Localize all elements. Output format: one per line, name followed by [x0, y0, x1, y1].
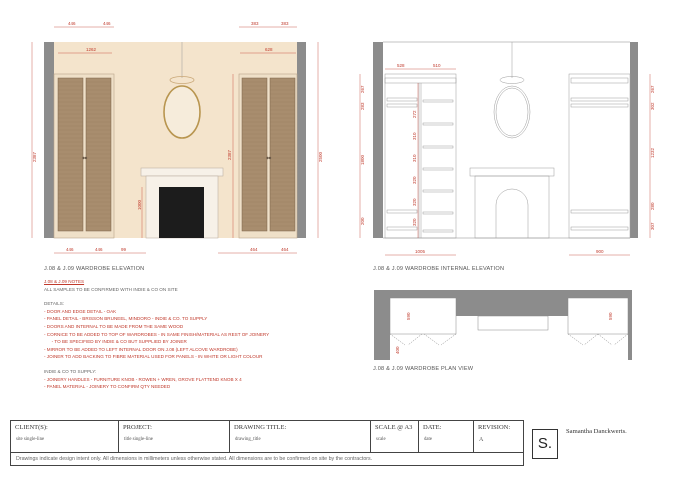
dim-label: 446	[103, 21, 111, 26]
revision-value: A	[479, 437, 484, 443]
dim-label: 1262	[86, 47, 97, 52]
dim-label: 307	[650, 222, 655, 230]
wardrobe-elevation	[32, 21, 323, 253]
dim-label: 272	[412, 110, 417, 118]
dim-label: 320	[412, 198, 417, 206]
client-label: CLIENT(S):	[15, 424, 48, 431]
dim-label: 320	[412, 218, 417, 226]
dim-label: 446	[66, 247, 74, 252]
date-label: DATE:	[423, 424, 442, 431]
mantel-shelf	[141, 168, 223, 176]
plan-view-caption: J.08 & J.09 WARDROBE PLAN VIEW	[373, 366, 474, 372]
dim-label: 2387	[227, 149, 232, 160]
dim-label: 320	[412, 176, 417, 184]
supply-heading: INDIE & CO TO SUPPLY:	[44, 368, 97, 374]
supply-line: - JOINERY HANDLES - FURNITURE KNOB - ROWEN + WREN, GROVE FLATTEND KNOB X 4	[44, 376, 242, 382]
wardrobe-internal-elevation	[360, 42, 655, 255]
title-block	[10, 420, 524, 466]
brand-logo: S.	[532, 429, 558, 459]
left-wardrobe-door-2	[86, 78, 111, 231]
revision-cell	[474, 421, 523, 452]
right-wall-section	[630, 42, 638, 238]
dim-label: 590	[608, 312, 613, 320]
dimension-labels	[360, 63, 655, 254]
oval-mirror	[164, 86, 200, 138]
detail-line: - CORNICE TO BE ADDED TO TOP OF WARDROBES - IN SAME FINISH/MATERIAL AS REST OF JOINERY	[44, 331, 270, 337]
wardrobe-plan-view	[374, 290, 632, 360]
dim-label: 280	[650, 202, 655, 210]
date-value: date	[424, 437, 432, 442]
dim-label: 446	[95, 247, 103, 252]
dim-label: 383	[281, 21, 289, 26]
knob	[269, 157, 271, 159]
scale-value: scale	[376, 437, 386, 442]
dim-label: 310	[412, 132, 417, 140]
dim-label: 267	[650, 85, 655, 93]
dim-label: 1005	[415, 249, 426, 254]
dim-label: 528	[397, 63, 405, 68]
dim-label: 590	[406, 312, 411, 320]
firebox	[159, 187, 204, 238]
disclaimer: Drawings indicate design intent only. All dimensions in millimeters unless otherwise stated. All dimensions are to be confirmed on site by the contractors.	[11, 452, 523, 465]
left-wall-section	[44, 42, 54, 238]
revision-label: REVISION:	[478, 424, 511, 431]
knob	[266, 157, 268, 159]
internal-elevation-caption: J.08 & J.09 WARDROBE INTERNAL ELEVATION	[373, 266, 505, 272]
drawing-title-cell	[230, 421, 371, 452]
plan-wall-left	[374, 298, 390, 360]
notes-samples: ALL SAMPLES TO BE CONFIRMED WITH INDIE & CO ON SITE	[44, 286, 178, 292]
dim-label: 446	[68, 21, 76, 26]
dim-label: 900	[596, 249, 604, 254]
right-wardrobe-door-2	[270, 78, 295, 231]
plan-chimney-breast	[456, 298, 568, 316]
detail-line: - JOINER TO ADD BACKING TO FIBRE MATERIAL USED FOR PANELS - IN WHITE OR LIGHT COLOUR	[44, 354, 263, 360]
left-wardrobe-door-1	[58, 78, 83, 231]
date-cell	[419, 421, 474, 452]
detail-line: - PANEL DETAIL - BRISSON BRUNEEL, MINDORO - INDIE & CO. TO SUPPLY	[44, 316, 208, 322]
detail-line: - MIRROR TO BE ADDED TO LEFT INTERNAL DOOR ON J.08 (LEFT ALCOVE WARDROBE)	[44, 346, 238, 352]
project-cell	[119, 421, 230, 452]
dim-label: 1800	[360, 154, 365, 165]
knob	[85, 157, 87, 159]
dim-label: 2500	[318, 151, 323, 162]
dim-label: 464	[281, 247, 289, 252]
notes-block	[44, 278, 364, 391]
client-value: site single-line	[16, 437, 45, 442]
left-wall-section	[373, 42, 383, 238]
detail-line: - DOOR AND EDGE DETAIL - OAK	[44, 308, 117, 314]
drawing-title-value: drawing_title	[235, 437, 261, 442]
internal-joinery	[385, 42, 630, 238]
notes-title: J.08 & J.09 NOTES	[44, 279, 85, 284]
dim-label: 310	[412, 154, 417, 162]
detail-line: - DOORS AND INTERNAL TO BE MADE FROM THE SAME WOOD	[44, 323, 184, 329]
dim-label: 1000	[137, 199, 142, 210]
knob	[82, 157, 84, 159]
dim-label: 510	[433, 63, 441, 68]
plan-wall-top	[374, 290, 632, 298]
elevation-caption: J.08 & J.09 WARDROBE ELEVATION	[44, 266, 145, 272]
project-label: PROJECT:	[123, 424, 152, 431]
detail-line: - TO BE SPECIFIED BY INDIE & CO BUT SUPPLIED BY JOINER	[44, 339, 187, 345]
dim-label: 200	[360, 217, 365, 225]
dim-label: 400	[395, 346, 400, 354]
dim-label: 383	[251, 21, 259, 26]
dim-label: 464	[250, 247, 258, 252]
dim-label: 2387	[32, 151, 37, 162]
scale-cell	[371, 421, 419, 452]
supply-line: - PANEL MATERIAL - JOINERY TO CONFIRM QTY NEEDED	[44, 384, 171, 390]
scale-label: SCALE @ A3	[375, 424, 413, 431]
details-heading: DETAILS:	[44, 301, 65, 307]
dim-label: 1232	[650, 147, 655, 158]
client-cell	[11, 421, 119, 452]
right-wall-section	[297, 42, 306, 238]
dim-label: 283	[360, 102, 365, 110]
right-wardrobe-door-1	[242, 78, 267, 231]
dimension-labels	[395, 312, 613, 354]
dim-label: 99	[121, 247, 127, 252]
dim-label: 628	[265, 47, 273, 52]
drawing-title-label: DRAWING TITLE:	[234, 424, 287, 431]
dim-label: 302	[650, 102, 655, 110]
dim-label: 267	[360, 85, 365, 93]
brand-name: Samantha Danckwerts.	[566, 428, 627, 435]
project-value: title single-line	[124, 437, 153, 442]
